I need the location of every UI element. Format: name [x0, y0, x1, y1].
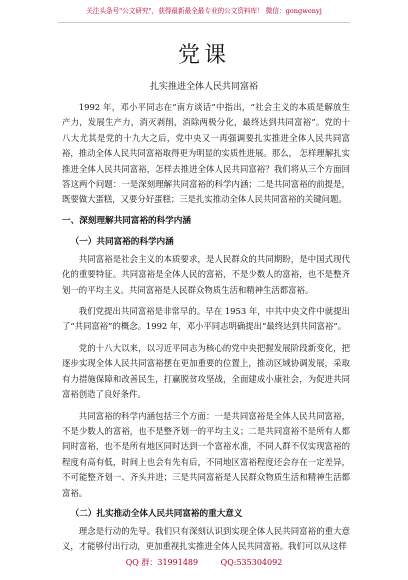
- footer-qq-group: QQ 群：31991489: [125, 558, 199, 567]
- body-paragraph: 理念是行动的先导。我们只有深刻认识到实现全体人民共同富裕的重大意义，才能够付出行动，更加重视扎实推进全体人民共同富裕。我们可以从这样: [62, 525, 350, 552]
- document-body: [62, 100, 350, 561]
- page-footer: [0, 556, 408, 570]
- document-title: 党课: [177, 43, 230, 68]
- body-paragraph: 我们党提出共同富裕是非常早的。早在 1953 年，中共中央文件中就提出了“共同富裕”的概念。1992 年，邓小平同志明确提出“最终达到共同富裕”。: [62, 306, 350, 332]
- subsection-heading: （一）共同富裕的科学内涵: [70, 236, 174, 247]
- page-header-banner: 关注头条号"公文研究"，获得最新最全最专业的公文资料库！ 微信：gongwenyj: [58, 2, 350, 23]
- body-paragraph: 党的十八大以来，以习近平同志为核心的党中央把握发展阶段新变化，把逐步实现全体人民共同富裕摆在更加重要的位置上，推动区域协调发展，采取有力措施保障和改善民生，打赢脱贫攻坚战，全面建成小康社会，为促进共同富裕创造了良好条件。: [62, 342, 350, 400]
- document-subtitle: 扎实推进全体人民共同富裕: [149, 82, 258, 92]
- intro-paragraph: 1992 年，邓小平同志在“南方谈话”中指出，“社会主义的本质是解放生产力，发展生产力，消灭剥削，消除两极分化，最终达到共同富裕”。党的十八大尤其是党的十九大之后，党中央又一再强调要扎实推进全体人民共同富裕，推动全体人民共同富裕取得更为明显的实质性进展。那么， 怎样理解扎实推进全体人民共同富裕，怎样去推进全体人民共同富裕？我们将从三个方面回答这两个问题：一是深刻理解共同富裕的科学内涵；二是共同富裕的前提是，既要做大蛋糕，又要分好蛋糕；三是扎实推动全体人民共同富裕的关键问题。: [62, 102, 350, 205]
- footer-qq: QQ:535304092: [220, 558, 283, 567]
- body-paragraph: 共同富裕是社会主义的本质要求，是人民群众的共同期盼，是中国式现代化的重要特征。共同富裕是全体人民的富裕，不是少数人的富裕，也不是整齐划一的平均主义。共同富裕是人民群众物质生活和精神生活都富裕。: [62, 253, 350, 295]
- body-paragraph: 共同富裕的科学内涵包括三个方面：一是共同富裕是全体人民共同富裕，不是少数人的富裕，也不是整齐划一的平均主义；二是共同富裕不是所有人都同时富裕，也不是所有地区同时达到一个富裕水准，不同人群不仅实现富裕的程度有高有低，时间上也会有先有后，不同地区富裕程度还会存在一定差异，不可能整齐划一、齐头并进；三是共同富裕是人民群众物质生活和精神生活都富裕。: [62, 410, 350, 498]
- subsection-heading: （二）扎实推动全体人民共同富裕的重大意义: [70, 508, 243, 519]
- section-heading: 一、深刻理解共同富裕的科学内涵: [62, 215, 191, 226]
